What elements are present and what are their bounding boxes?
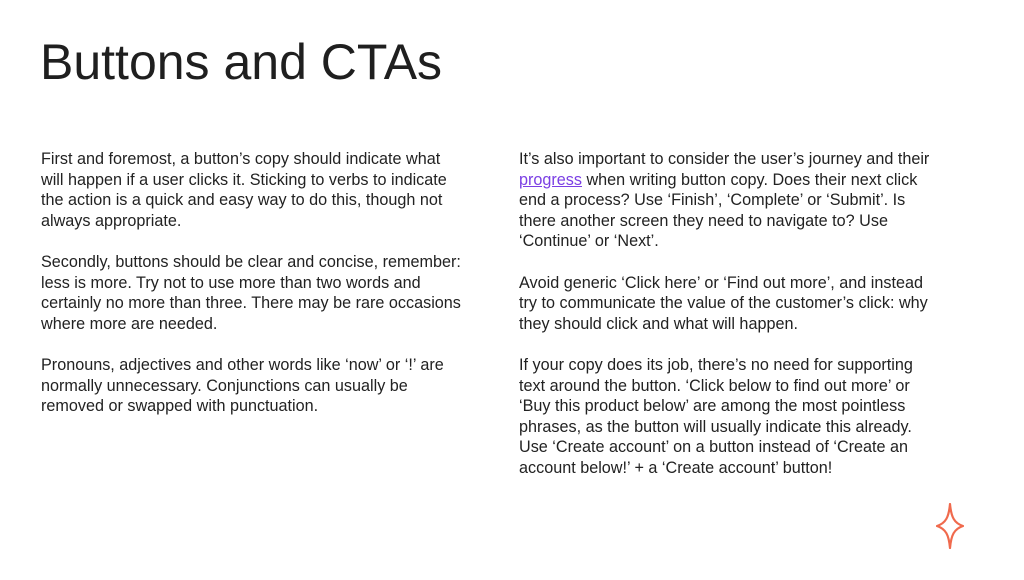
right-paragraph-1 [519, 149, 939, 252]
slide-title: Buttons and CTAs [40, 34, 443, 90]
left-paragraph-3: Pronouns, adjectives and other words like ‘now’ or ‘!’ are normally unnecessary. Conjunctions can usually be removed or swapped with punctuation. [41, 355, 444, 416]
progress-link[interactable]: progress [519, 170, 582, 189]
right-paragraph-2: Avoid generic ‘Click here’ or ‘Find out more’, and instead try to communicate the value of the customer’s click: why they should click and what will happen. [519, 273, 928, 333]
left-paragraph-2: Secondly, buttons should be clear and concise, remember: less is more. Try not to use more than two words and certainly no more than three. There may be rare occasions where more are needed. [41, 252, 461, 333]
left-paragraph-1: First and foremost, a button’s copy should indicate what will happen if a user clicks it. Sticking to verbs to indicate the action is a quick and easy way to do this, though not always appropriate. [41, 150, 447, 230]
right-column [519, 149, 939, 499]
right-paragraph-1-before-link: It’s also important to consider the user’s journey and their [519, 150, 930, 168]
right-paragraph-1-after-link: when writing button copy. Does their next click end a process? Use ‘Finish’, ‘Complete’ or ‘Submit’. Is there another screen they need to navigate to? Use ‘Continue’ or ‘Next’. [519, 170, 918, 251]
right-paragraph-3: If your copy does its job, there’s no need for supporting text around the button. ‘Click below to find out more’ or ‘Buy this product below’ are among the most pointless phrases, as the button will usually indicate this already. Use ‘Create account’ on a button instead of ‘Create an account below!’ + a ‘Create account’ button! [519, 355, 913, 477]
sparkle-star-icon [936, 503, 964, 549]
left-column [41, 149, 461, 437]
